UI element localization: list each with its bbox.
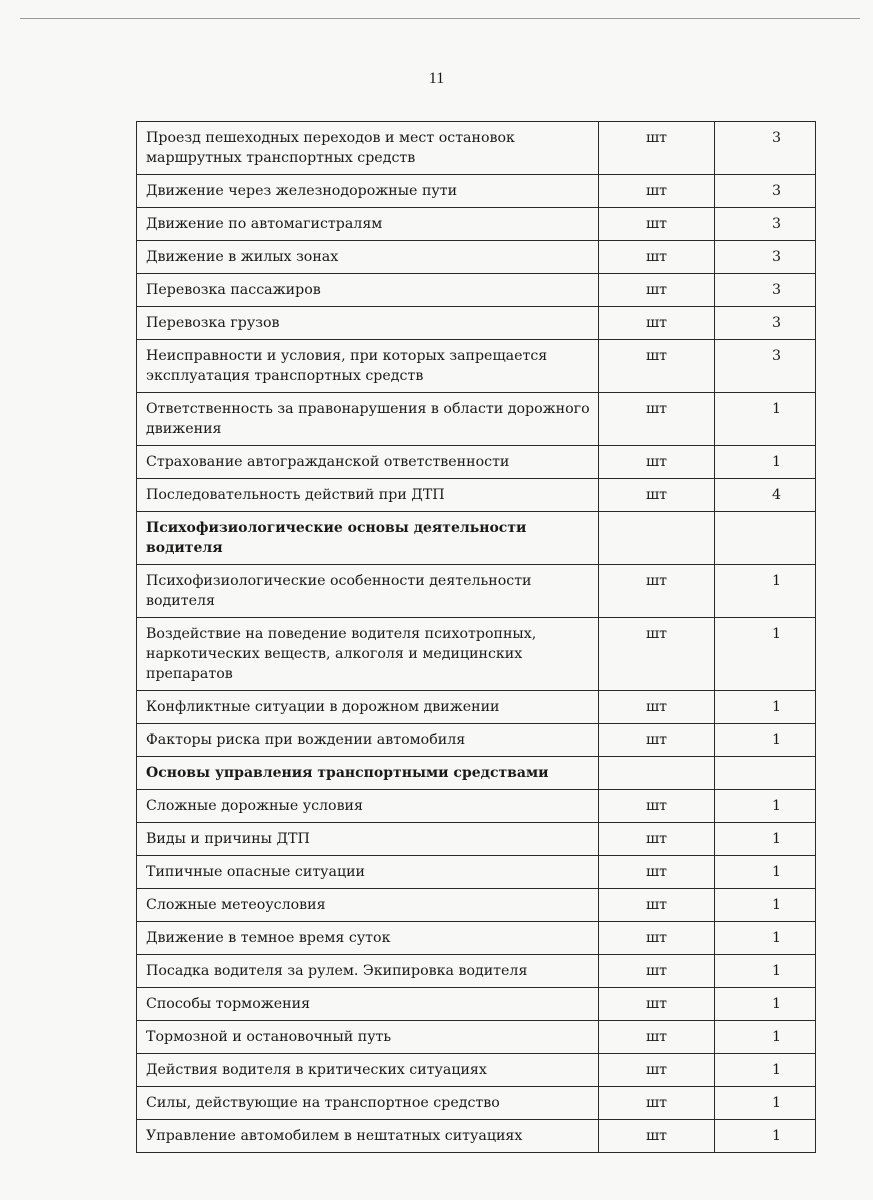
unit-cell: шт	[599, 479, 715, 512]
page-number: 11	[428, 70, 445, 87]
name-cell: Воздействие на поведение водителя психотропных, наркотических веществ, алкоголя и медицинских препаратов	[137, 618, 599, 691]
table-row	[137, 393, 816, 446]
quantity-cell: 1	[715, 618, 816, 691]
name-cell: Виды и причины ДТП	[137, 823, 599, 856]
quantity-cell: 4	[715, 479, 816, 512]
unit-cell: шт	[599, 241, 715, 274]
table-row	[137, 307, 816, 340]
quantity-cell: 1	[715, 724, 816, 757]
name-cell: Способы торможения	[137, 988, 599, 1021]
quantity-cell: 1	[715, 856, 816, 889]
table-row	[137, 724, 816, 757]
table-row	[137, 340, 816, 393]
unit-cell: шт	[599, 565, 715, 618]
name-cell: Психофизиологические особенности деятельности водителя	[137, 565, 599, 618]
unit-cell: шт	[599, 1054, 715, 1087]
unit-cell: шт	[599, 307, 715, 340]
name-cell: Факторы риска при вождении автомобиля	[137, 724, 599, 757]
unit-cell: шт	[599, 340, 715, 393]
quantity-cell	[715, 757, 816, 790]
unit-cell: шт	[599, 724, 715, 757]
unit-cell	[599, 757, 715, 790]
name-cell: Сложные метеоусловия	[137, 889, 599, 922]
unit-cell: шт	[599, 922, 715, 955]
quantity-cell: 1	[715, 1120, 816, 1153]
name-cell: Неисправности и условия, при которых запрещается эксплуатация транспортных средств	[137, 340, 599, 393]
name-cell: Последовательность действий при ДТП	[137, 479, 599, 512]
table-row	[137, 790, 816, 823]
unit-cell: шт	[599, 1021, 715, 1054]
quantity-cell: 3	[715, 175, 816, 208]
quantity-cell: 3	[715, 340, 816, 393]
quantity-cell: 1	[715, 889, 816, 922]
table-row	[137, 1087, 816, 1120]
table-row	[137, 274, 816, 307]
name-cell: Управление автомобилем в нештатных ситуациях	[137, 1120, 599, 1153]
quantity-cell: 1	[715, 393, 816, 446]
quantity-cell: 1	[715, 1021, 816, 1054]
table-row	[137, 922, 816, 955]
section-header-row	[137, 757, 816, 790]
unit-cell: шт	[599, 955, 715, 988]
unit-cell: шт	[599, 790, 715, 823]
table-row	[137, 479, 816, 512]
unit-cell: шт	[599, 446, 715, 479]
unit-cell: шт	[599, 1087, 715, 1120]
equipment-table-body	[137, 122, 816, 1153]
table-row	[137, 446, 816, 479]
table-row	[137, 208, 816, 241]
table-row	[137, 241, 816, 274]
quantity-cell: 1	[715, 1087, 816, 1120]
quantity-cell: 3	[715, 208, 816, 241]
name-cell: Перевозка грузов	[137, 307, 599, 340]
name-cell: Типичные опасные ситуации	[137, 856, 599, 889]
name-cell: Психофизиологические основы деятельности водителя	[137, 512, 599, 565]
unit-cell: шт	[599, 208, 715, 241]
unit-cell: шт	[599, 122, 715, 175]
unit-cell: шт	[599, 274, 715, 307]
top-rule	[20, 18, 860, 19]
quantity-cell: 1	[715, 823, 816, 856]
name-cell: Основы управления транспортными средствами	[137, 757, 599, 790]
table-row	[137, 175, 816, 208]
quantity-cell: 1	[715, 1054, 816, 1087]
quantity-cell: 1	[715, 446, 816, 479]
table-row	[137, 618, 816, 691]
unit-cell: шт	[599, 823, 715, 856]
quantity-cell: 1	[715, 922, 816, 955]
name-cell: Конфликтные ситуации в дорожном движении	[137, 691, 599, 724]
quantity-cell: 3	[715, 241, 816, 274]
unit-cell: шт	[599, 889, 715, 922]
name-cell: Движение по автомагистралям	[137, 208, 599, 241]
quantity-cell: 1	[715, 988, 816, 1021]
section-header-row	[137, 512, 816, 565]
equipment-table	[136, 121, 816, 1153]
table-row	[137, 122, 816, 175]
table-row	[137, 988, 816, 1021]
name-cell: Силы, действующие на транспортное средство	[137, 1087, 599, 1120]
name-cell: Перевозка пассажиров	[137, 274, 599, 307]
quantity-cell: 1	[715, 955, 816, 988]
table-row	[137, 691, 816, 724]
name-cell: Ответственность за правонарушения в области дорожного движения	[137, 393, 599, 446]
name-cell: Посадка водителя за рулем. Экипировка водителя	[137, 955, 599, 988]
name-cell: Действия водителя в критических ситуациях	[137, 1054, 599, 1087]
name-cell: Движение через железнодорожные пути	[137, 175, 599, 208]
quantity-cell	[715, 512, 816, 565]
unit-cell: шт	[599, 856, 715, 889]
table-row	[137, 955, 816, 988]
quantity-cell: 1	[715, 691, 816, 724]
name-cell: Движение в темное время суток	[137, 922, 599, 955]
name-cell: Проезд пешеходных переходов и мест остановок маршрутных транспортных средств	[137, 122, 599, 175]
table-row	[137, 1120, 816, 1153]
unit-cell: шт	[599, 988, 715, 1021]
table-row	[137, 1054, 816, 1087]
table-row	[137, 889, 816, 922]
table-row	[137, 823, 816, 856]
unit-cell: шт	[599, 691, 715, 724]
unit-cell: шт	[599, 618, 715, 691]
name-cell: Тормозной и остановочный путь	[137, 1021, 599, 1054]
quantity-cell: 1	[715, 790, 816, 823]
table-row	[137, 565, 816, 618]
quantity-cell: 3	[715, 307, 816, 340]
name-cell: Страхование автогражданской ответственности	[137, 446, 599, 479]
table-row	[137, 1021, 816, 1054]
quantity-cell: 3	[715, 274, 816, 307]
quantity-cell: 3	[715, 122, 816, 175]
name-cell: Сложные дорожные условия	[137, 790, 599, 823]
table-row	[137, 856, 816, 889]
name-cell: Движение в жилых зонах	[137, 241, 599, 274]
quantity-cell: 1	[715, 565, 816, 618]
unit-cell: шт	[599, 1120, 715, 1153]
unit-cell	[599, 512, 715, 565]
unit-cell: шт	[599, 175, 715, 208]
unit-cell: шт	[599, 393, 715, 446]
